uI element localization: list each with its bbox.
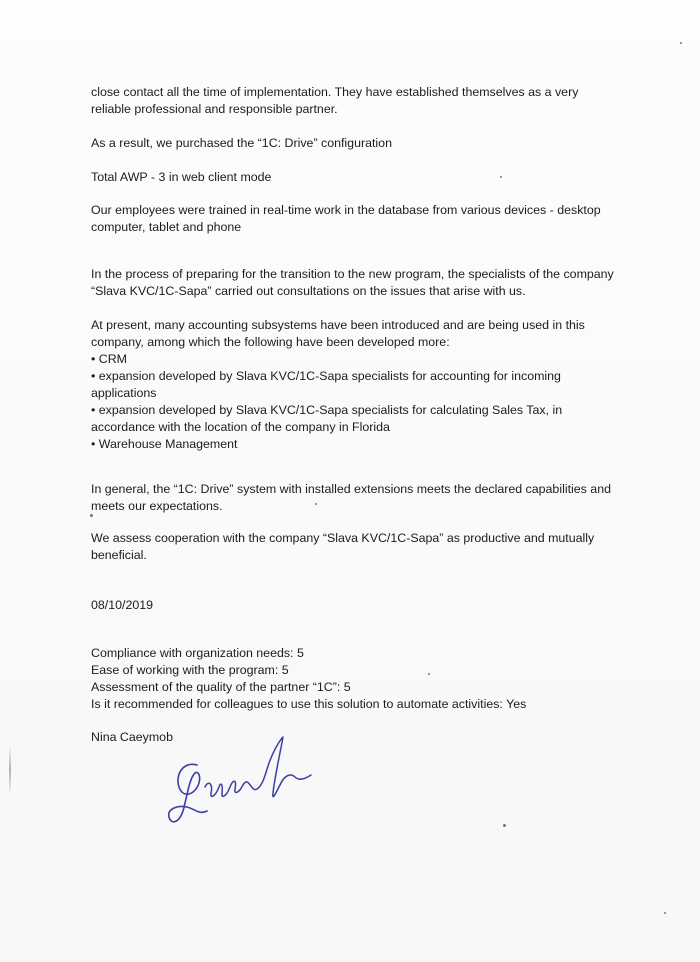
intro-line: reliable professional and responsible partner. <box>91 102 338 116</box>
scan-speck <box>664 912 666 914</box>
scan-edge-mark <box>9 745 11 795</box>
general-paragraph <box>91 481 621 515</box>
signer-name: Nina Caeymob <box>91 730 173 744</box>
subsystem-item-incoming-applications: • expansion developed by Slava KVC/1C-Sapa specialists for accounting for incoming <box>91 369 561 383</box>
subsystem-item-sales-tax: • expansion developed by Slava KVC/1C-Sapa specialists for calculating Sales Tax, in <box>91 403 563 417</box>
intro-paragraph <box>91 84 621 118</box>
training-line: Our employees were trained in real-time work in the database from various devices - desktop <box>91 203 601 217</box>
awp-paragraph <box>91 169 621 186</box>
assessment-paragraph <box>91 530 621 564</box>
scan-speck <box>500 176 502 178</box>
consultations-line: In the process of preparing for the transition to the new program, the specialists of the company <box>91 267 614 281</box>
rating-line: Assessment of the quality of the partner “1C”: 5 <box>91 680 351 694</box>
general-line: In general, the “1C: Drive” system with installed extensions meets the declared capabilities and <box>91 482 611 496</box>
rating-line: Compliance with organization needs: 5 <box>91 646 304 660</box>
rating-line: Is it recommended for colleagues to use this solution to automate activities: Yes <box>91 697 527 711</box>
rating-line: Ease of working with the program: 5 <box>91 663 289 677</box>
awp-line: Total AWP - 3 in web client mode <box>91 170 272 184</box>
scan-speck <box>503 824 506 827</box>
consultations-paragraph <box>91 266 621 300</box>
subsystems-paragraph <box>91 317 621 453</box>
purchase-paragraph <box>91 135 621 152</box>
scan-speck <box>680 42 682 44</box>
subsystem-item-continuation: applications <box>91 386 157 400</box>
scan-speck <box>428 673 430 675</box>
subsystem-item-continuation: accordance with the location of the company in Florida <box>91 420 390 434</box>
date-paragraph <box>91 597 621 614</box>
purchase-line: As a result, we purchased the “1C: Drive” configuration <box>91 136 392 150</box>
subsystem-item-crm: • CRM <box>91 352 127 366</box>
training-line: computer, tablet and phone <box>91 220 242 234</box>
ratings-paragraph <box>91 645 621 713</box>
assessment-line: beneficial. <box>91 548 147 562</box>
subsystems-intro-line: At present, many accounting subsystems have been introduced and are being used in this <box>91 318 585 332</box>
general-line: meets our expectations. <box>91 499 223 513</box>
assessment-line: We assess cooperation with the company “Slava KVC/1C-Sapa” as productive and mutually <box>91 531 595 545</box>
handwritten-signature <box>165 735 315 830</box>
letter-date: 08/10/2019 <box>91 598 154 612</box>
scan-speck <box>90 514 93 517</box>
training-paragraph <box>91 202 621 236</box>
consultations-line: “Slava KVC/1C-Sapa” carried out consultations on the issues that arise with us. <box>91 284 526 298</box>
scan-speck <box>315 503 317 505</box>
subsystem-item-warehouse: • Warehouse Management <box>91 437 238 451</box>
subsystems-intro-line: company, among which the following have been developed more: <box>91 335 450 349</box>
intro-line: close contact all the time of implementation. They have established themselves as a very <box>91 85 579 99</box>
